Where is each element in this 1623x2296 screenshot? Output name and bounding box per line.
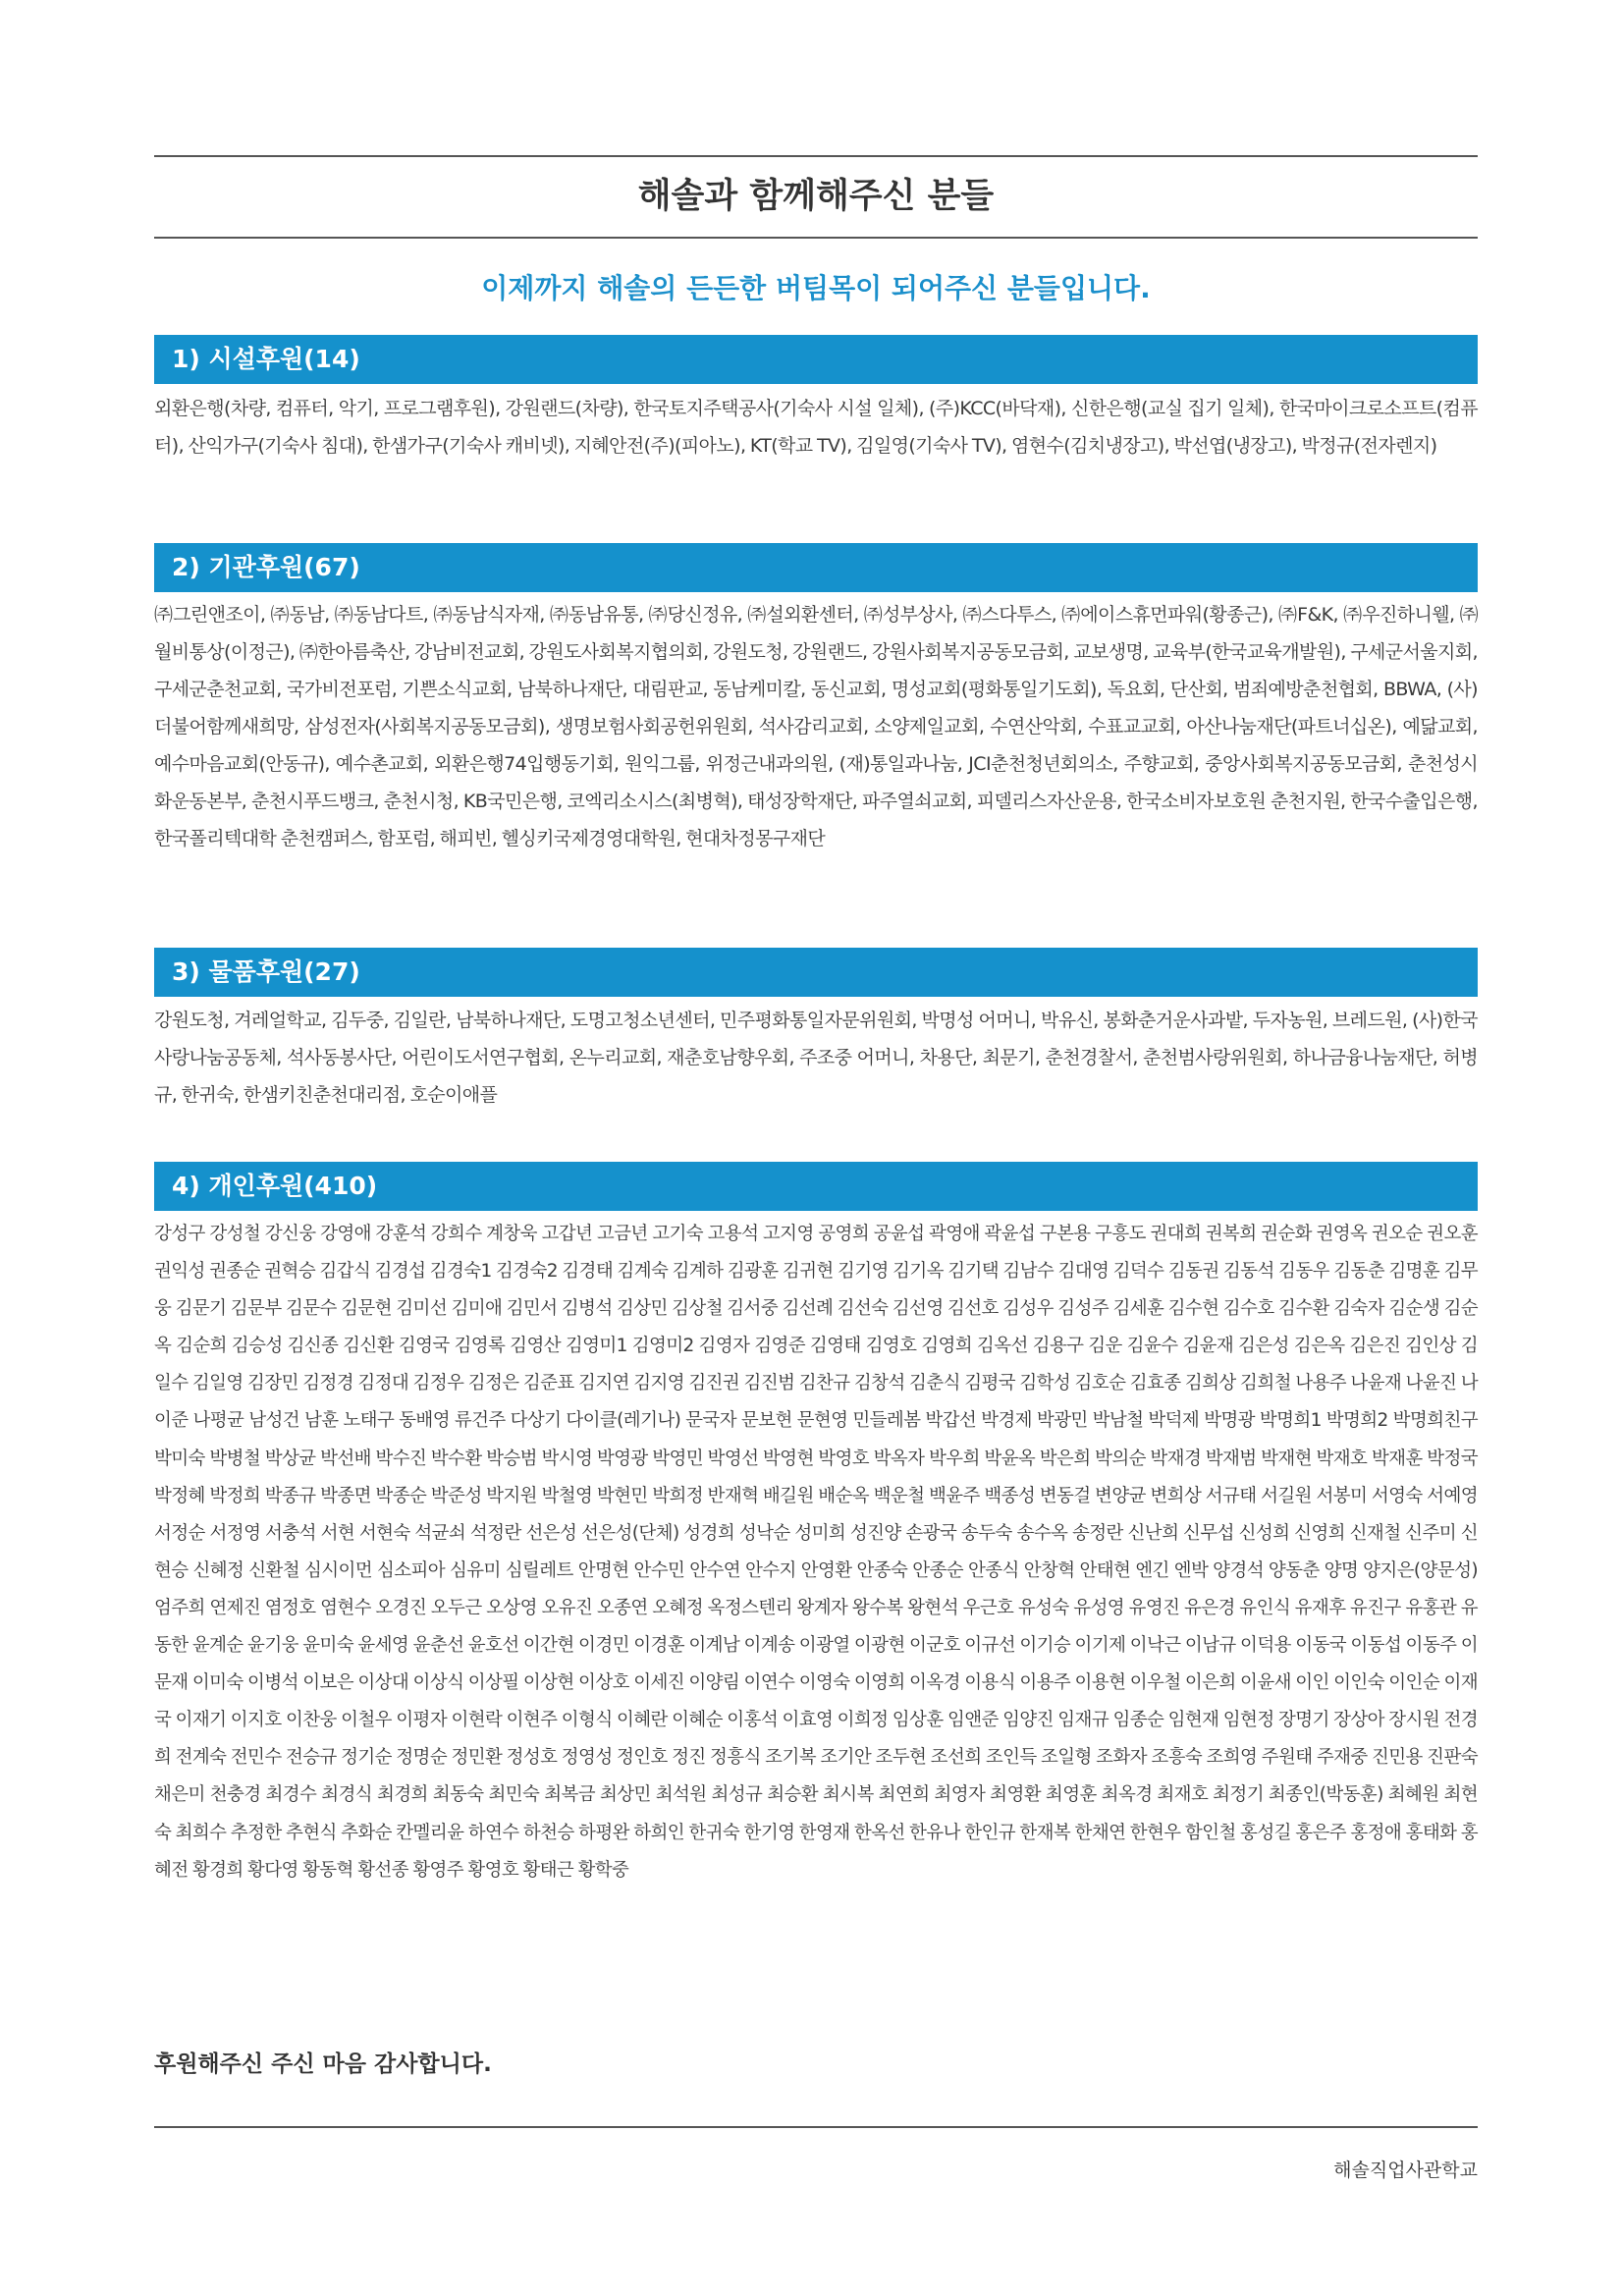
title-divider (154, 237, 1478, 239)
section-body-goods: 강원도청, 겨레얼학교, 김두중, 김일란, 남북하나재단, 도명고청소년센터, 민주평화통일자문위원회, 박명성 어머니, 박유신, 봉화춘거운사과밭, 두자농원, 브레드원, (사)한국사랑나눔공동체, 석사동봉사단, 어린이도서연구협회, 온누리교회, 재춘호남향우회, 주조중 어머니, 차용단, 최문기, 춘천경찰서, 춘천범사랑위원회, 하나금융나눔재단, 허병규, 한귀숙, 한샘키친춘천대리점, 호순이애플 (154, 1010, 1478, 1106)
thanks-message: 후원해주신 주신 마음 감사합니다. (154, 2051, 492, 2077)
section-body-facility: 외환은행(차량, 컴퓨터, 악기, 프로그램후원), 강원랜드(차량), 한국토지주택공사(기숙사 시설 일체), (주)KCC(바닥재), 신한은행(교실 집기 일체), 한국마이크로소프트(컴퓨터), 산익가구(기숙사 침대), 한샘가구(기숙사 캐비넷), 지혜안전(주)(피아노), KT(학교 TV), 김일영(기숙사 TV), 염현수(김치냉장고), 박선엽(냉장고), 박정규(전자렌지) (154, 398, 1478, 457)
section-header-individual: 4) 개인후원(410) (154, 1162, 1478, 1211)
page-title: 해솔과 함께해주신 분들 (637, 177, 995, 216)
section-body-individual: 강성구 강성철 강신웅 강영애 강훈석 강희수 계창욱 고갑년 고금년 고기숙 고용석 고지영 공영희 공윤섭 곽영애 곽윤섭 구본용 구흥도 권대희 권복희 권순화 권영옥 권오순 권오훈 권익성 권종순 권혁승 김갑식 김경섭 김경숙1 김경숙2 김경태 김계숙 김계하 김광훈 김귀현 김기영 김기옥 김기택 김남수 김대영 김덕수 김동권 김동석 김동우 김동춘 김명훈 김무웅 김문기 김문부 김문수 김문현 김미선 김미애 김민서 김병석 김상민 김상철 김서중 김선례 김선숙 김선영 김선호 김성우 김성주 김세훈 김수현 김수호 김수환 김숙자 김순생 김순옥 김순희 김승성 김신종 김신환 김영국 김영록 김영산 김영미1 김영미2 김영자 김영준 김영태 김영호 김영희 김옥선 김용구 김운 김윤수 김윤재 김은성 김은옥 김은진 김인상 김일수 김일영 김장민 김정경 김정대 김정우 김정은 김준표 김지연 김지영 김진권 김진범 김찬규 김창석 김춘식 김평국 김학성 김호순 김효종 김희상 김희철 나용주 나윤재 나윤진 나이준 나평균 남성건 남훈 노태구 동배영 류건주 다상기 다이클(레기나) 문국자 문보현 문현영 민들레봄 박갑선 박경제 박광민 박남철 박덕제 박명광 박명희1 박명희2 박명희친구 박미숙 박병철 박상균 박선배 박수진 박수환 박승범 박시영 박영광 박영민 박영선 박영현 박영호 박옥자 박우희 박윤옥 박은희 박의순 박재경 박재범 박재현 박재호 박재훈 박정국 박정혜 박정희 박종규 박종면 박종순 박준성 박지원 박철영 박현민 박희정 반재혁 배길원 배순옥 백운철 백윤주 백종성 변동걸 변양균 변희상 서규태 서길원 서봉미 서영숙 서예영 서정순 서정영 서충석 서현 서현숙 석균쇠 석정란 선은성 선은성(단체) 성경희 성낙순 성미희 성진양 손광국 송두숙 송수옥 송정란 신난희 신무섭 신성희 신영희 신재철 신주미 신현승 신혜정 신환철 심시이먼 심소피아 심유미 심릴레트 안명현 안수민 안수연 안수지 안영환 안종숙 안종순 안종식 안창혁 안태현 엔긴 엔박 양경석 양동춘 양명 양지은(양문성) 엄주희 연제진 염정호 염현수 오경진 오두근 오상영 오유진 오종연 오혜정 옥정스텐리 왕계자 왕수복 왕현석 우근호 유성숙 유성영 유영진 유은경 유인식 유재후 유진구 유홍관 유동한 윤계순 윤기웅 윤미숙 윤세영 윤춘선 윤호선 이간현 이경민 이경훈 이계남 이계송 이광열 이광현 이군호 이규선 이기승 이기제 이낙근 이남규 이덕용 이동국 이동섭 이동주 이문재 이미숙 이병석 이보은 이상대 이상식 이상필 이상현 이상호 이세진 이양림 이연수 이영숙 이영희 이옥경 이용식 이용주 이용현 이우철 이은희 이윤새 이인 이인숙 이인순 이재국 이재기 이지호 이찬웅 이철우 이평자 이현락 이현주 이형식 이혜란 이혜순 이홍석 이효영 이희정 임상훈 임앤준 임양진 임재규 임종순 임현재 임현정 장명기 장상아 장시원 전경희 전계숙 전민수 전승규 정기순 정명순 정민환 정성호 정영성 정인호 정진 정흥식 조기복 조기안 조두현 조선희 조인득 조일형 조화자 조흥숙 조희영 주원태 주재중 진민용 진판숙 채은미 천충경 최경수 최경식 최경희 최동숙 최민숙 최복금 최상민 최석원 최성규 최승환 최시복 최연희 최영자 최영환 최영훈 최옥경 최재호 최정기 최종인(박동훈) 최혜원 최현숙 최희수 추정한 추현식 추화순 칸멜리윤 하연수 하천승 하평완 하희인 한귀숙 한기영 한영재 한옥선 한유나 한인규 한재복 한채연 한현우 함인철 홍성길 홍은주 홍정애 홍태화 홍혜전 황경희 황다영 황동혁 황선종 황영주 황영호 황태근 황학중 (154, 1224, 1478, 1881)
section-header-institution: 2) 기관후원(67) (154, 543, 1478, 592)
section-header-goods: 3) 물품후원(27) (154, 948, 1478, 997)
top-divider (154, 155, 1478, 157)
page-subtitle: 이제까지 해솔의 든든한 버팀목이 되어주신 분들입니다. (481, 272, 1151, 304)
footer-organization: 해솔직업사관학교 (1333, 2159, 1478, 2181)
bottom-divider (154, 2126, 1478, 2128)
section-header-facility: 1) 시설후원(14) (154, 335, 1478, 384)
section-body-institution: ㈜그린앤조이, ㈜동남, ㈜동남다트, ㈜동남식자재, ㈜동남유통, ㈜당신정유, ㈜설외환센터, ㈜성부상사, ㈜스다투스, ㈜에이스휴먼파워(황종근), ㈜F&K, ㈜우진하니웰, ㈜월비통상(이정근), ㈜한아름축산, 강남비전교회, 강원도사회복지협의회, 강원도청, 강원랜드, 강원사회복지공동모금회, 교보생명, 교육부(한국교육개발원), 구세군서울지회, 구세군춘천교회, 국가비전포럼, 기쁜소식교회, 남북하나재단, 대림판교, 동남케미칼, 동신교회, 명성교회(평화통일기도회), 독요회, 단산회, 범죄예방춘천협회, BBWA, (사)더불어함께새희망, 삼성전자(사회복지공동모금회), 생명보험사회공헌위원회, 석사감리교회, 소양제일교회, 수연산악회, 수표교교회, 아산나눔재단(파트너십온), 예닮교회, 예수마음교회(안동규), 예수촌교회, 외환은행74입행동기회, 원익그룹, 위정근내과의원, (재)통일과나눔, JCI춘천청년회의소, 주향교회, 중앙사회복지공동모금회, 춘천성시화운동본부, 춘천시푸드뱅크, 춘천시청, KB국민은행, 코엑리소시스(최병혁), 태성장학재단, 파주열쇠교회, 피델리스자산운용, 한국소비자보호원 춘천지원, 한국수출입은행, 한국폴리텍대학 춘천캠퍼스, 함포럼, 해피빈, 헬싱키국제경영대학원, 현대차정몽구재단 (154, 604, 1478, 849)
